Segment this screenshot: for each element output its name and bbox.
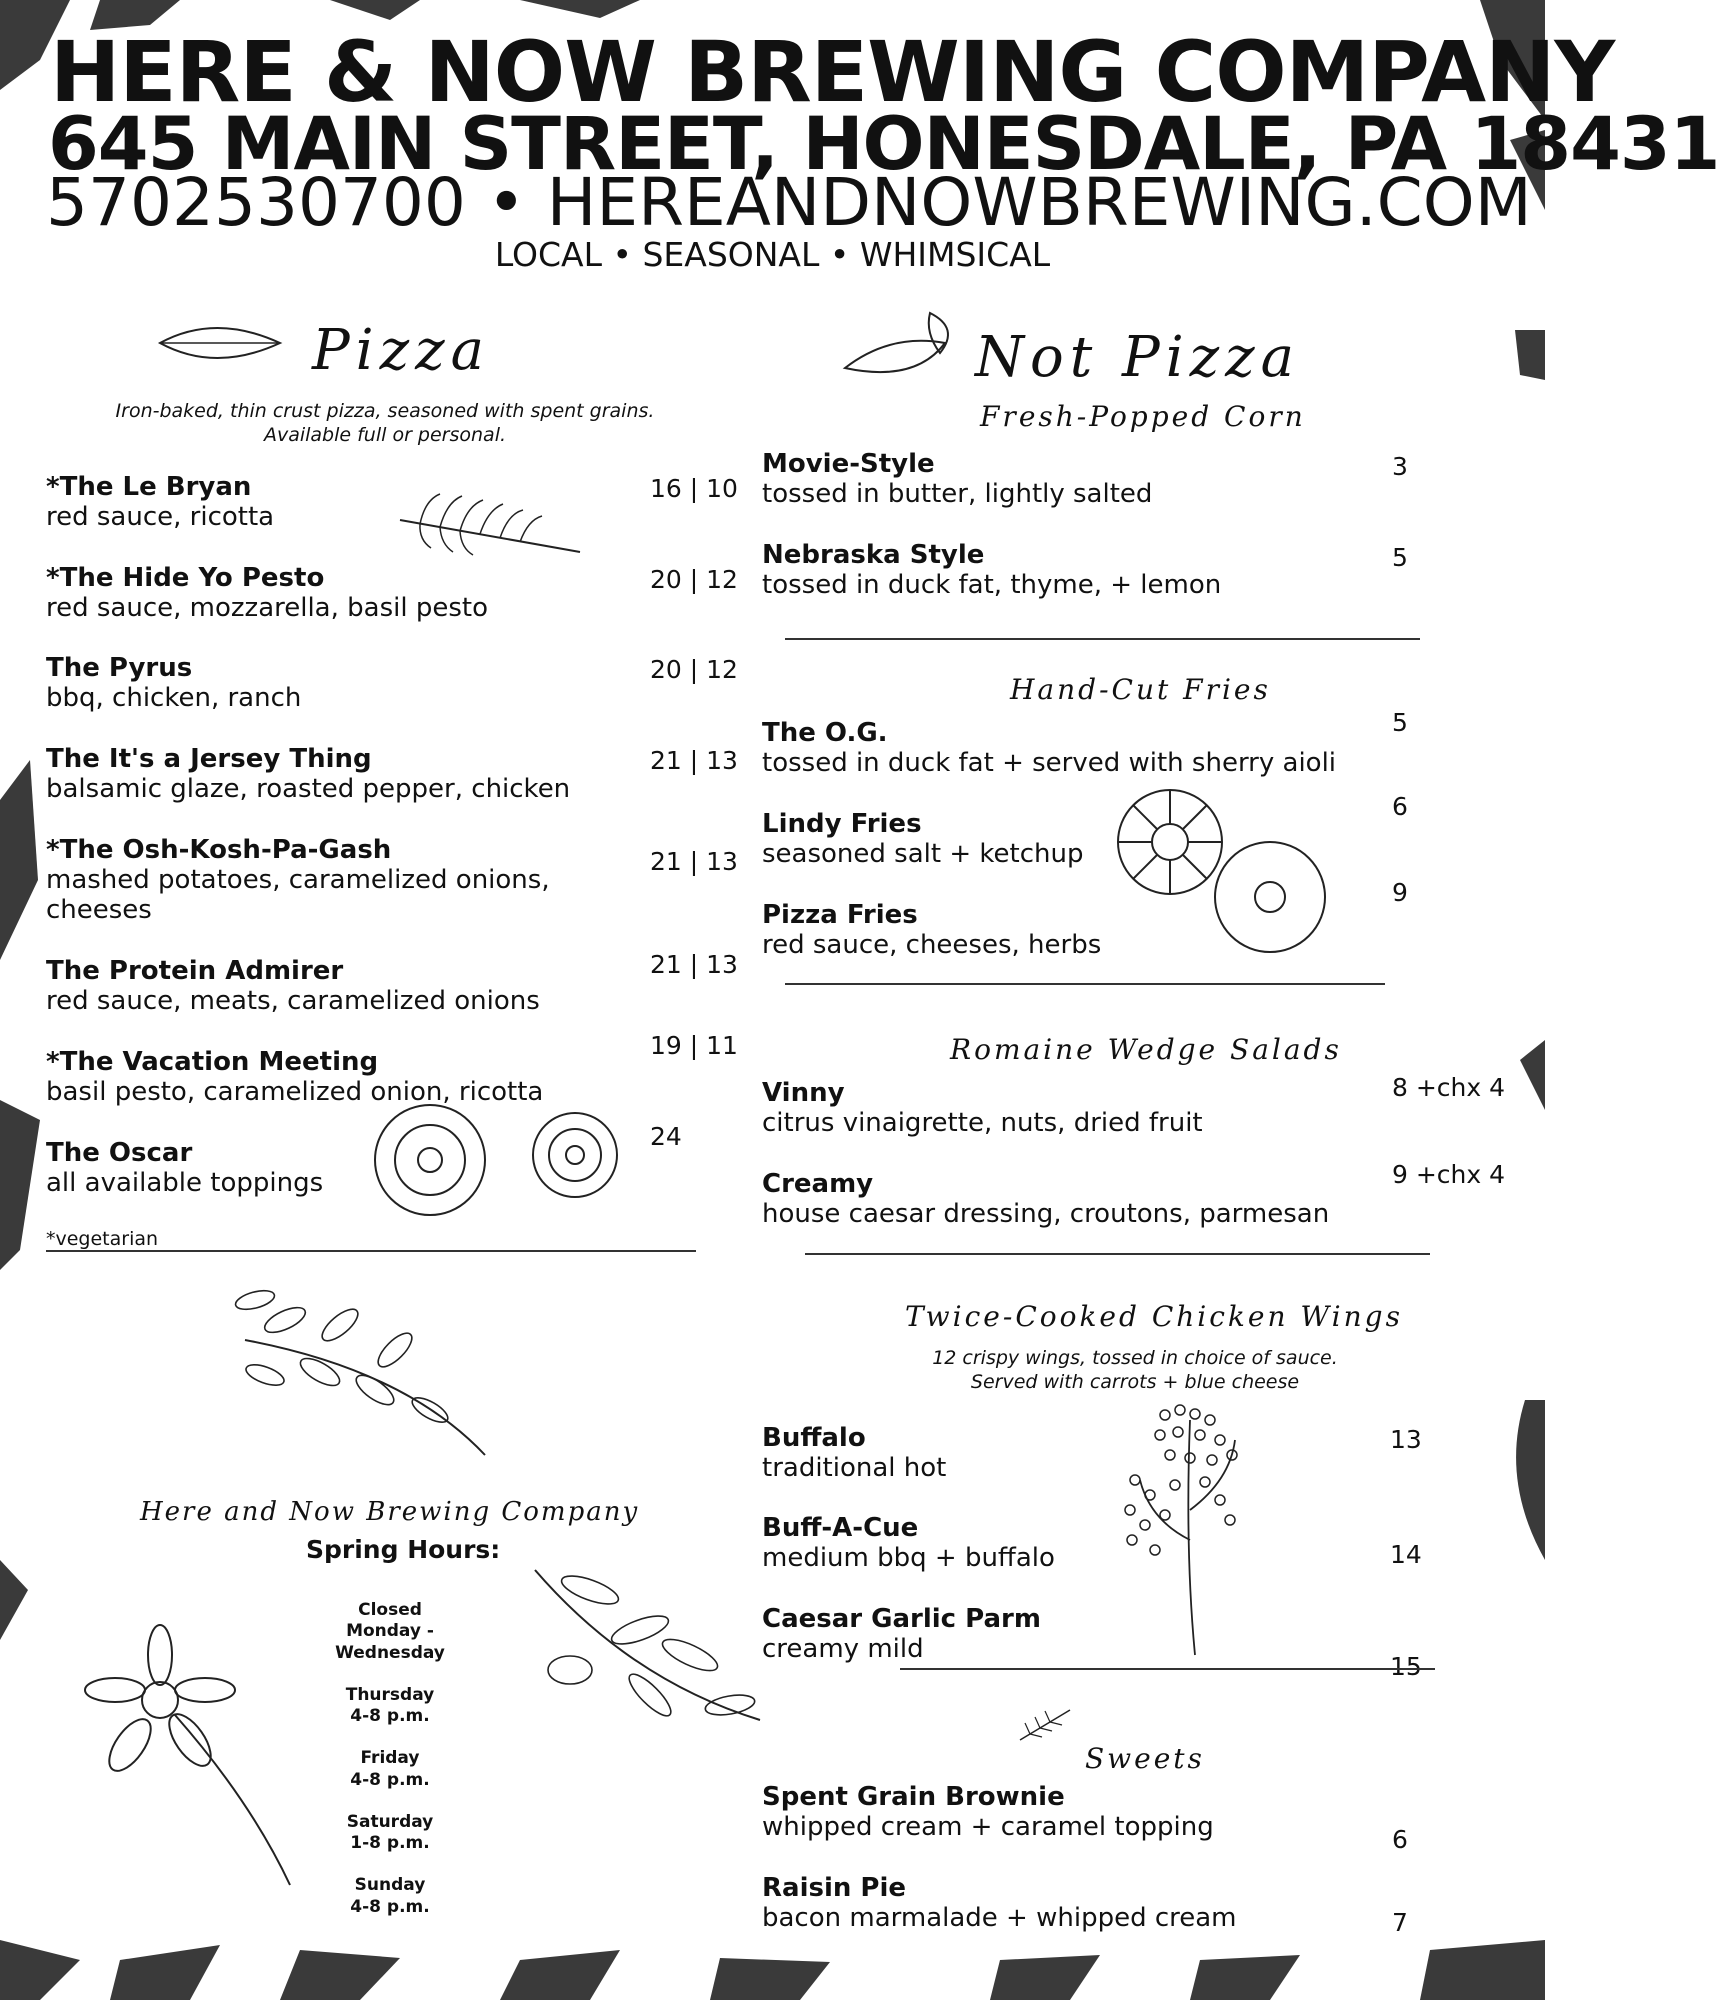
fern-icon bbox=[1015, 1705, 1075, 1745]
flower-icon bbox=[1105, 782, 1345, 962]
item-name: Buff-A-Cue bbox=[762, 1513, 919, 1543]
item-name: *The Vacation Meeting bbox=[46, 1047, 379, 1077]
item-name: Buffalo bbox=[762, 1423, 866, 1453]
list-item bbox=[762, 1078, 1362, 1139]
item-name: The Pyrus bbox=[46, 653, 193, 683]
hours-time: 4-8 p.m. bbox=[350, 1896, 430, 1917]
item-description: red sauce, meats, caramelized onions bbox=[46, 986, 540, 1017]
item-name: Vinny bbox=[762, 1078, 845, 1108]
item-name: The O.G. bbox=[762, 718, 888, 748]
item-name: Spent Grain Brownie bbox=[762, 1782, 1065, 1812]
item-price: 5 bbox=[1392, 543, 1408, 572]
item-price: 6 bbox=[1392, 1825, 1408, 1854]
item-price: 9 bbox=[1392, 878, 1408, 907]
section-divider bbox=[805, 1253, 1430, 1255]
hours-list bbox=[290, 1600, 490, 1918]
item-price: 5 bbox=[1392, 708, 1408, 737]
hours-script-title: Here and Now Brewing Company bbox=[140, 1497, 640, 1527]
item-name: Pizza Fries bbox=[762, 900, 918, 930]
pizza-note-line2: Available full or personal. bbox=[263, 423, 507, 446]
item-name: Movie-Style bbox=[762, 449, 935, 479]
item-description: creamy mild bbox=[762, 1634, 924, 1665]
branch-icon bbox=[225, 1280, 495, 1460]
item-price: 15 bbox=[1390, 1652, 1422, 1681]
closed-days: Monday - Wednesday bbox=[335, 1621, 445, 1663]
hours-time: 4-8 p.m. bbox=[350, 1769, 430, 1790]
item-price: 21 | 13 bbox=[650, 847, 738, 876]
item-description: tossed in butter, lightly salted bbox=[762, 479, 1153, 510]
item-price: 7 bbox=[1392, 1908, 1408, 1937]
hours-day: Sunday bbox=[354, 1875, 426, 1896]
item-name: *The Hide Yo Pesto bbox=[46, 563, 325, 593]
hours-day: Friday bbox=[360, 1748, 420, 1769]
item-price: 20 | 12 bbox=[650, 565, 738, 594]
list-item bbox=[46, 956, 636, 1017]
item-price: 24 bbox=[650, 1122, 682, 1151]
item-name: The Protein Admirer bbox=[46, 956, 344, 986]
list-item bbox=[762, 1423, 1362, 1484]
pizza-title: Pizza bbox=[312, 318, 490, 383]
item-price: 9 +chx 4 bbox=[1392, 1160, 1506, 1189]
item-description: mashed potatoes, caramelized onions, cheeses bbox=[46, 865, 550, 926]
daisy-icon bbox=[90, 1630, 320, 1890]
leaf-icon bbox=[840, 308, 970, 388]
list-item bbox=[46, 744, 646, 805]
closed-label: Closed bbox=[358, 1600, 422, 1620]
section-divider bbox=[900, 1668, 1435, 1670]
wings-note-line1: 12 crispy wings, tossed in choice of sauce. bbox=[932, 1347, 1338, 1369]
item-description: red sauce, mozzarella, basil pesto bbox=[46, 593, 488, 624]
item-name: *The Le Bryan bbox=[46, 472, 252, 502]
pizza-note bbox=[80, 400, 690, 448]
list-item bbox=[46, 563, 636, 624]
item-name: *The Osh-Kosh-Pa-Gash bbox=[46, 835, 392, 865]
list-item bbox=[762, 1513, 1362, 1574]
item-description: all available toppings bbox=[46, 1168, 324, 1199]
tagline: LOCAL • SEASONAL • WHIMSICAL bbox=[494, 235, 1051, 274]
hours-time: 4-8 p.m. bbox=[350, 1706, 430, 1726]
salads-title: Romaine Wedge Salads bbox=[950, 1033, 1342, 1066]
hours-title: Spring Hours: bbox=[306, 1535, 501, 1564]
hours-day: Saturday bbox=[346, 1811, 434, 1832]
list-item bbox=[762, 718, 1362, 779]
item-price: 21 | 13 bbox=[650, 950, 738, 979]
item-description: red sauce, ricotta bbox=[46, 502, 275, 533]
item-name: The Oscar bbox=[46, 1138, 193, 1168]
company-address: 645 MAIN STREET, HONESDALE, PA 18431 bbox=[48, 102, 1719, 187]
hours-day: Thursday bbox=[345, 1684, 435, 1705]
list-item bbox=[46, 653, 636, 714]
item-name: Nebraska Style bbox=[762, 540, 985, 570]
item-description: whipped cream + caramel topping bbox=[762, 1812, 1214, 1843]
berries-icon bbox=[1120, 1400, 1250, 1660]
item-price: 14 bbox=[1390, 1540, 1422, 1569]
list-item bbox=[762, 1604, 1362, 1665]
branch-icon bbox=[530, 1560, 770, 1760]
list-item bbox=[762, 1782, 1362, 1843]
section-divider bbox=[785, 638, 1420, 640]
item-name: Lindy Fries bbox=[762, 809, 922, 839]
list-item bbox=[762, 449, 1362, 510]
item-name: Creamy bbox=[762, 1169, 874, 1199]
item-description: house caesar dressing, croutons, parmesan bbox=[762, 1199, 1330, 1230]
item-description: tossed in duck fat + served with sherry aioli bbox=[762, 748, 1337, 779]
item-description: traditional hot bbox=[762, 1453, 947, 1484]
item-price: 13 bbox=[1390, 1425, 1422, 1454]
item-description: citrus vinaigrette, nuts, dried fruit bbox=[762, 1108, 1203, 1139]
flower-icon bbox=[360, 1095, 640, 1225]
item-description: bbq, chicken, ranch bbox=[46, 683, 302, 714]
item-price: 19 | 11 bbox=[650, 1031, 738, 1060]
item-name: The It's a Jersey Thing bbox=[46, 744, 372, 774]
pizza-note-line1: Iron-baked, thin crust pizza, seasoned with spent grains. bbox=[115, 400, 655, 422]
item-description: basil pesto, caramelized onion, ricotta bbox=[46, 1077, 544, 1108]
not-pizza-title: Not Pizza bbox=[975, 325, 1301, 390]
sweets-title: Sweets bbox=[1085, 1742, 1205, 1775]
item-price: 6 bbox=[1392, 792, 1408, 821]
list-item bbox=[762, 1169, 1382, 1230]
list-item bbox=[46, 835, 606, 926]
wings-title: Twice-Cooked Chicken Wings bbox=[905, 1300, 1403, 1333]
list-item bbox=[46, 472, 636, 533]
section-divider bbox=[785, 983, 1385, 985]
item-name: Caesar Garlic Parm bbox=[762, 1604, 1041, 1634]
fries-title: Hand-Cut Fries bbox=[1010, 673, 1271, 706]
item-name: Raisin Pie bbox=[762, 1873, 907, 1903]
item-description: red sauce, cheeses, herbs bbox=[762, 930, 1102, 961]
company-contact: 5702530700 • HEREANDNOWBREWING.COM bbox=[46, 164, 1532, 241]
item-description: bacon marmalade + whipped cream bbox=[762, 1903, 1237, 1934]
section-divider bbox=[46, 1250, 696, 1252]
item-price: 8 +chx 4 bbox=[1392, 1073, 1506, 1102]
list-item bbox=[762, 540, 1362, 601]
popcorn-title: Fresh-Popped Corn bbox=[980, 400, 1306, 433]
company-name: HERE & NOW BREWING COMPANY bbox=[50, 23, 1615, 121]
wings-note bbox=[830, 1347, 1440, 1395]
item-price: 16 | 10 bbox=[650, 474, 738, 503]
item-price: 3 bbox=[1392, 452, 1408, 481]
item-description: balsamic glaze, roasted pepper, chicken bbox=[46, 774, 571, 805]
item-price: 21 | 13 bbox=[650, 746, 738, 775]
vegetarian-footnote: *vegetarian bbox=[46, 1228, 159, 1250]
item-description: medium bbq + buffalo bbox=[762, 1543, 1055, 1574]
wings-note-line2: Served with carrots + blue cheese bbox=[970, 1370, 1300, 1393]
hours-time: 1-8 p.m. bbox=[350, 1833, 430, 1853]
leaf-icon bbox=[155, 318, 285, 368]
item-description: seasoned salt + ketchup bbox=[762, 839, 1084, 870]
list-item bbox=[762, 1873, 1362, 1934]
item-price: 20 | 12 bbox=[650, 655, 738, 684]
item-description: tossed in duck fat, thyme, + lemon bbox=[762, 570, 1222, 601]
